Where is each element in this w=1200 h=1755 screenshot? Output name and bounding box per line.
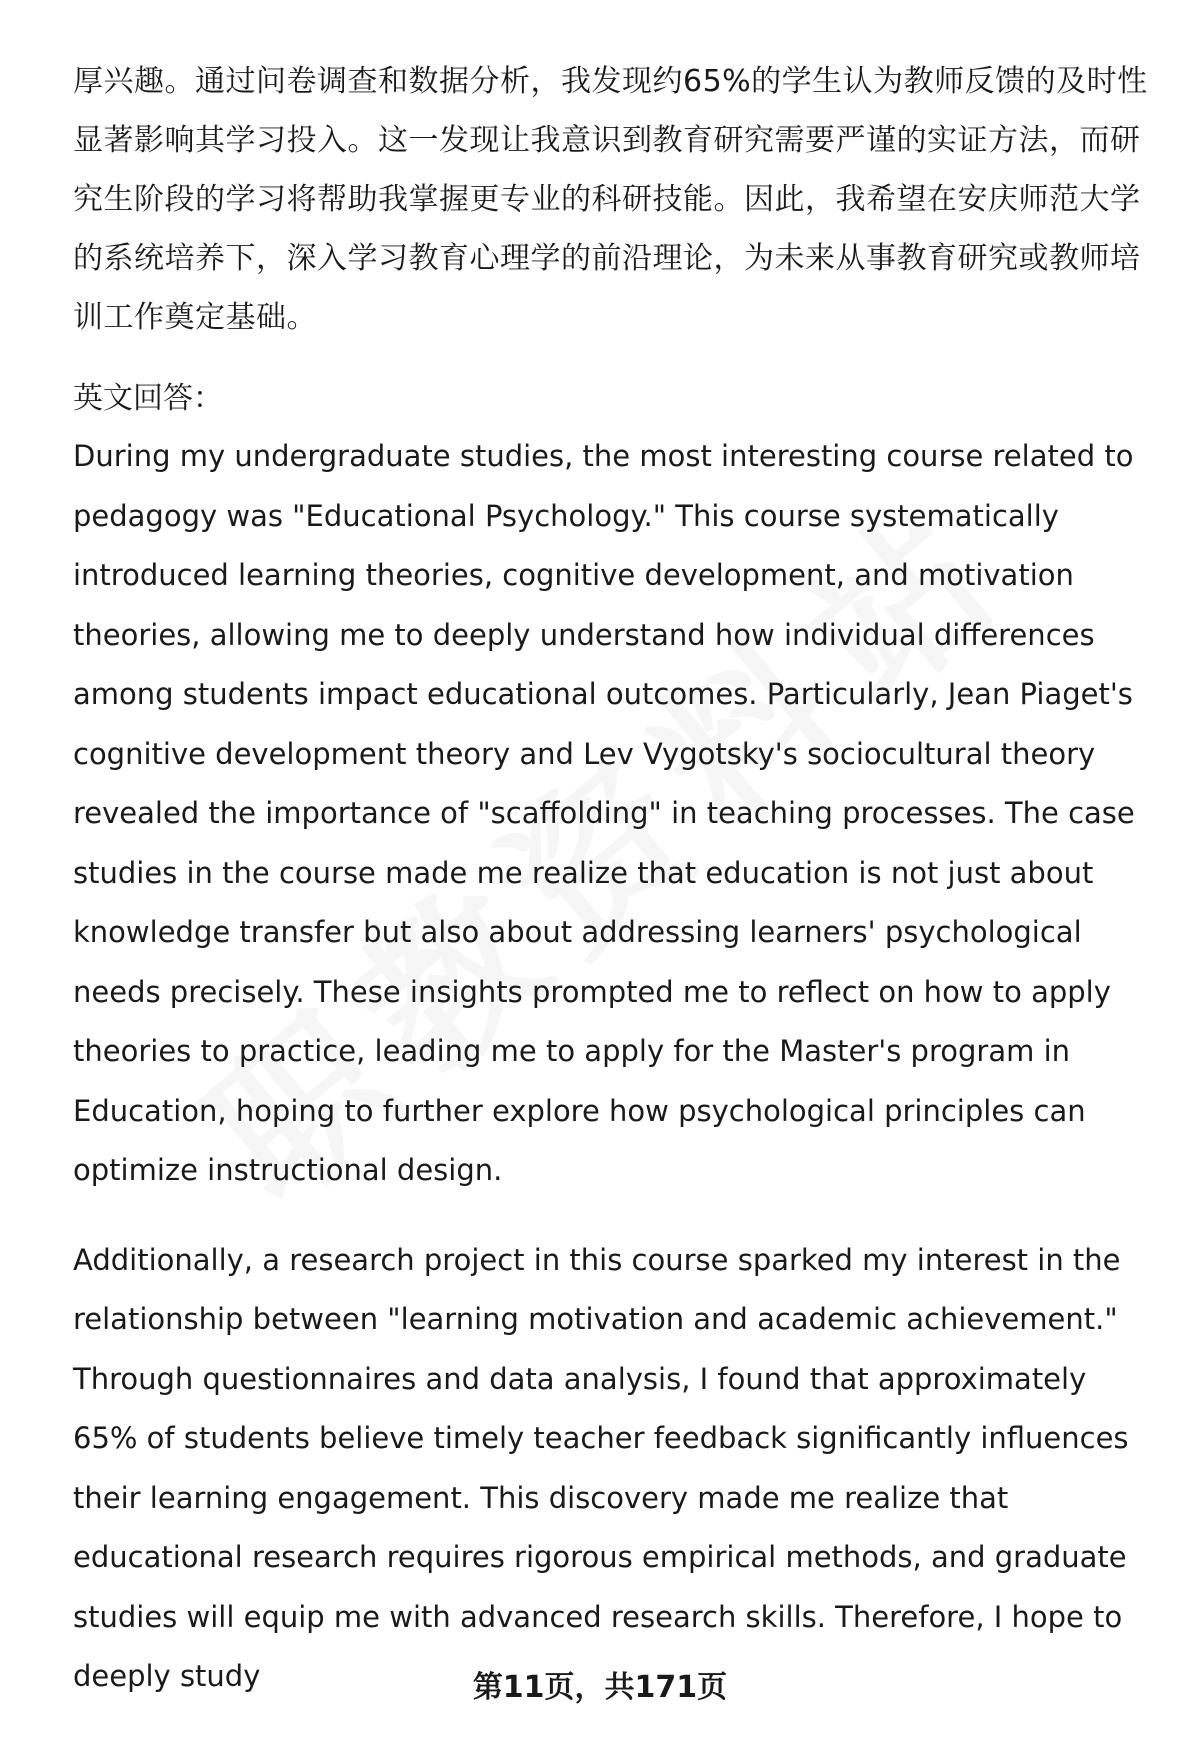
english-answer-label: 英文回答： [73, 381, 223, 416]
chinese-paragraph: 厚兴趣。通过问卷调查和数据分析，我发现约65%的学生认为教师反馈的及时性显著影响其学习投入。这一发现让我意识到教育研究需要严谨的实证方法，而研究生阶段的学习将帮助我掌握更专业的科研技能。因此，我希望在安庆师范大学的系统培养下，深入学习教育心理学的前沿理论，为未来从事教育研究或教师培训工作奠定基础。 [73, 64, 1148, 335]
page-number-footer: 第11页，共171页 [472, 1670, 728, 1705]
page-content [73, 52, 1158, 1707]
english-paragraph-2: Additionally, a research project in this course sparked my interest in the relationship between "learning motivation and academic achievement." Through questionnaires and data analysis, I found that approximately 65% of students believe timely teacher feedback significantly influences their learning engagement. This discovery made me realize that educational research requires rigorous empirical methods, and graduate studies will equip me with advanced research skills. Therefore, I hope to deeply study [73, 1242, 1129, 1693]
english-paragraph-1: During my undergraduate studies, the most interesting course related to pedagogy was "Educational Psychology." This course systematically introduced learning theories, cognitive development, and motivation theories, allowing me to deeply understand how individual differences among students impact educational outcomes. Particularly, Jean Piaget's cognitive development theory and Lev Vygotsky's sociocultural theory revealed the importance of "scaffolding" in teaching processes. The case studies in the course made me realize that education is not just about knowledge transfer but also about addressing learners' psychological needs precisely. These insights prompted me to reflect on how to apply theories to practice, leading me to apply for the Master's program in Education, hoping to further explore how psychological principles can optimize instructional design. [73, 439, 1135, 1187]
